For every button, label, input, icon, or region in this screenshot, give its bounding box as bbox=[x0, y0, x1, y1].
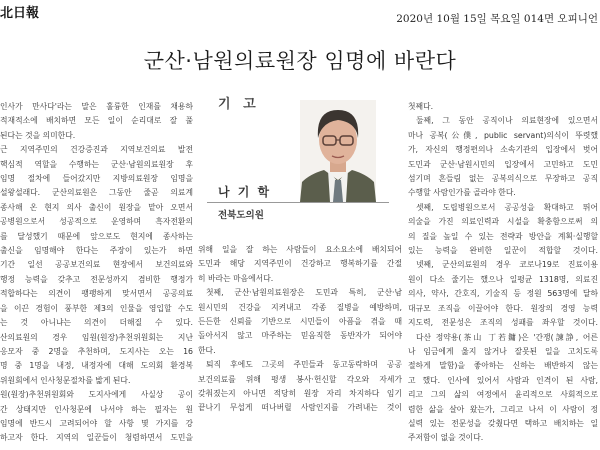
dateline: 2020년 10월 15일 목요일 014면 오피니언 bbox=[396, 13, 598, 25]
newspaper-masthead: 北日報 bbox=[0, 6, 40, 21]
text-line: 다산 정약용(茶山 丁若鏞)은 '간쟁(諫諍, 어른 bbox=[416, 332, 598, 342]
text-line: 하고자 한다. 지역의 일꾼들이 청렴하면서 도민을 bbox=[0, 433, 193, 443]
text-line: 핵심적 역할을 수행하는 군산·남원의료원장 후 bbox=[0, 159, 193, 169]
text-line: 둘째, 그 동안 공직이나 의료현장에 있으면서 bbox=[416, 116, 598, 126]
text-line: 넷째, 군산의료원의 경우 코로나19로 진료이용 bbox=[416, 260, 598, 270]
text-line: 원이 다소 줄기는 했으나 일평균 1318명, 의료진 bbox=[408, 274, 598, 284]
text-line: 마나 공복(公僕, public servant)의식이 뚜렷했 bbox=[408, 130, 598, 140]
text-line: 출신을 임명해야 한다는 주장이 있는가 하면 bbox=[0, 246, 193, 256]
text-line: 첫째, 군산·남원의료원장은 도민과 특히, 군산·남 bbox=[206, 288, 402, 298]
text-line: 보건의료를 위해 평생 봉사·헌신할 각오와 자세가 bbox=[198, 374, 402, 384]
text-line: 주저함이 없을 것이다. bbox=[408, 433, 484, 443]
text-line: 의 질을 높일 수 있는 전략과 방안을 계획·실행할 bbox=[408, 231, 598, 241]
author-photo bbox=[300, 100, 376, 202]
text-line: 고 했다. 인사에 있어서 사람과 인격이 된 사람, bbox=[408, 375, 598, 385]
text-line: 임명에 반드시 고려되어야 할 사항 몇 가지를 강 bbox=[0, 418, 193, 428]
text-column-right bbox=[408, 100, 598, 446]
text-column-left bbox=[0, 100, 193, 446]
text-line: 는 것 아니냐는 의견이 더해질 수 있다. bbox=[0, 318, 193, 328]
text-line: 응모자 중 2명을 추천하며, 도지사는 오는 16 bbox=[0, 346, 193, 356]
text-line: 인사가 만사다'라는 말은 훌륭한 인재를 채용하 bbox=[0, 102, 193, 111]
text-line: 적합하다는 의견이 팽팽하게 맞서면서 공공의료 bbox=[0, 289, 193, 299]
text-line: 수행할 사람인가를 골라야 한다. bbox=[408, 188, 516, 198]
text-line: 원시민의 건강을 지켜내고 각종 질병을 예방하며, bbox=[198, 302, 402, 312]
text-line: 행정 능력을 갖추고 전문성까지 겸비한 행정가 bbox=[0, 274, 193, 284]
text-line: 리고 그의 삶의 여정에서 윤리적으로 사회적으로 bbox=[408, 390, 598, 400]
text-column-middle bbox=[198, 243, 402, 416]
text-line: 도민과 해당 지역주민이 건강하고 행복하기를 간절 bbox=[198, 259, 402, 269]
text-line: 간 상태지만 인사청문에 나서야 하는 필자는 원 bbox=[0, 404, 193, 414]
text-line: 가, 자신의 행정편의나 소속기관의 입장에서 벗어 bbox=[408, 145, 598, 155]
text-line: 든든한 신뢰를 기반으로 시민들이 아픔을 겪을 때 bbox=[198, 317, 402, 327]
text-line: 위해 일을 잘 하는 사람들이 요소요소에 배치되어 bbox=[198, 245, 402, 254]
text-line: 명 중 1명을 내정, 내정자에 대해 도의회 환경복 bbox=[0, 361, 193, 371]
article-title: 군산·남원의료원장 임명에 바란다 bbox=[143, 49, 457, 73]
text-line: 산의료원의 경우 임원(원장)추천위원회는 지난 bbox=[0, 332, 193, 342]
text-line: 임명 절차에 들어갔지만 지방의료원장 임명을 bbox=[0, 174, 193, 184]
text-line: 절하게 말함)을 좋아하는 신하는 배반하지 않는 bbox=[408, 361, 598, 371]
text-line: 지도력, 전문성은 조직의 성패를 좌우할 것이다. bbox=[408, 318, 598, 328]
text-line: 실력 있는 전문성을 갖췄다면 택하고 배치하는 일 bbox=[408, 418, 598, 428]
text-line: 나 임금에게 옳지 않거나 잘못된 일을 고치도록 bbox=[408, 346, 598, 356]
text-line: 도민과 군산·남원시민의 입장에서 고민하고 도민 bbox=[408, 159, 598, 169]
text-line: 끝나기 무섭게 떠나버릴 사람인지를 가려내는 것이 bbox=[198, 403, 402, 413]
text-line: 갖춰졌는지 아니면 적당히 원장 자리 차지하다 임기 bbox=[198, 389, 402, 399]
text-line: 퇴직 후에도 그곳의 주민들과 동고동락하며 공공 bbox=[206, 360, 402, 370]
text-line: 있는 능력을 완비한 일꾼이 적합할 것이다. bbox=[408, 246, 598, 256]
text-line: 된다는 것을 의미한다. bbox=[0, 130, 76, 140]
text-line: 설왕설래다. 군산의료원은 그동안 줄곧 의료계 bbox=[0, 188, 193, 198]
text-line: 위원회에서 인사청문절차를 밟게 된다. bbox=[0, 375, 131, 385]
text-line: 첫째다. bbox=[408, 102, 434, 111]
text-line: 돌아서지 않고 마주하는 믿음직한 동반자가 되어야 bbox=[198, 331, 402, 341]
text-line: 기간 일선 공공보건의료 현장에서 보건의료와 bbox=[0, 260, 193, 270]
text-line: 원(원장)추천위원회와 도지사에게 사실상 공이 bbox=[0, 390, 193, 400]
text-line: 섬기며 흔들림 없는 공복의식으로 무장하고 공직 bbox=[408, 174, 598, 184]
text-line: 의사, 약사, 간호직, 기술직 등 정원 563명에 달하 bbox=[408, 289, 598, 299]
text-line: 의술을 가진 의료인력과 시설을 확충함으로써 의 bbox=[408, 217, 598, 227]
text-line: 종사해 온 현지 의사 출신이 원장을 맡아 오면서 bbox=[0, 202, 193, 212]
text-line: 을 이끈 경험이 풍부한 제3의 인물을 영입할 수도 bbox=[0, 303, 193, 313]
divider bbox=[207, 202, 389, 203]
text-line: 히 바라는 마음에서다. bbox=[198, 273, 274, 283]
author-name: 나 기 학 bbox=[218, 185, 272, 199]
text-line: 셋째, 도립병원으로서 공공성을 확대하고 뛰어 bbox=[416, 202, 598, 212]
section-label: 기 고 bbox=[218, 97, 260, 112]
text-line: 적재적소에 배치하면 모든 일이 순리대로 잘 풀 bbox=[0, 116, 193, 126]
text-line: 한다. bbox=[198, 345, 216, 355]
text-line: 공병원으로서 성공적으로 운영하며 흑자전환의 bbox=[0, 217, 193, 227]
text-line: 를 달성했기 때문에 앞으로도 현지에 종사하는 bbox=[0, 231, 193, 241]
text-line: 대규모 조직을 이끌어야 한다. 원장의 경영 능력 bbox=[408, 303, 598, 313]
author-affiliation: 전북도의원 bbox=[218, 210, 264, 221]
text-line: 렴한 삶을 살아 왔는가, 그리고 나서 이 사람이 정 bbox=[408, 404, 598, 414]
text-line: 근 지역주민의 건강증진과 지역보건의료 발전 bbox=[0, 145, 193, 155]
